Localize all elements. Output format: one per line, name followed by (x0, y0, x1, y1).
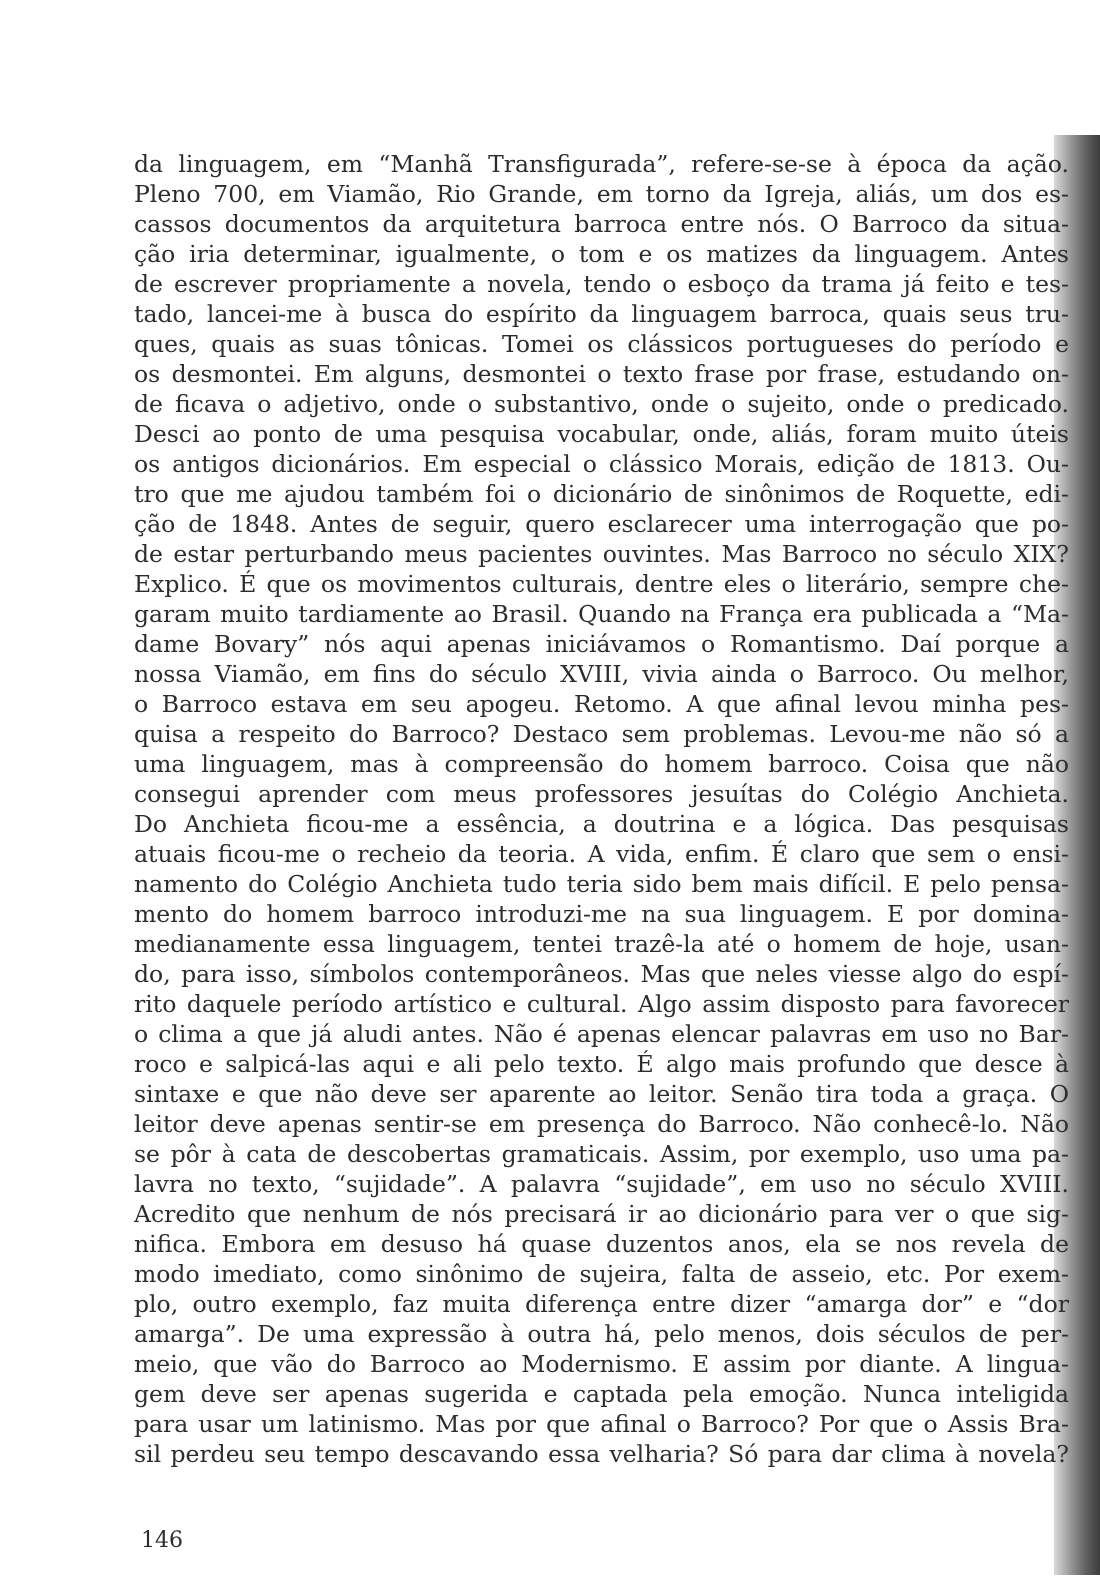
text-line: de estar perturbando meus pacientes ouvintes. Mas Barroco no século XIX? (134, 540, 1069, 568)
text-line: quisa a respeito do Barroco? Destaco sem problemas. Levou-me não só a (134, 720, 1069, 748)
text-line: lavra no texto, “sujidade”. A palavra “sujidade”, em uso no século XVIII. (134, 1170, 1069, 1198)
text-line: tro que me ajudou também foi o dicionário de sinônimos de Roquette, edi- (134, 480, 1069, 508)
text-line: o clima a que já aludi antes. Não é apenas elencar palavras em uso no Bar- (134, 1020, 1069, 1048)
text-line: meio, que vão do Barroco ao Modernismo. E assim por diante. A lingua- (134, 1350, 1069, 1378)
text-line: nossa Viamão, em fins do século XVIII, vivia ainda o Barroco. Ou melhor, (134, 660, 1069, 688)
text-line: Desci ao ponto de uma pesquisa vocabular, onde, aliás, foram muito úteis (134, 420, 1069, 448)
text-line: Pleno 700, em Viamão, Rio Grande, em torno da Igreja, aliás, um dos es- (134, 180, 1069, 208)
text-line: atuais ficou-me o recheio da teoria. A vida, enfim. É claro que sem o ensi- (134, 840, 1069, 868)
text-line: para usar um latinismo. Mas por que afinal o Barroco? Por que o Assis Bra- (134, 1410, 1069, 1438)
text-line: leitor deve apenas sentir-se em presença do Barroco. Não conhecê-lo. Não (134, 1110, 1069, 1138)
text-line: Acredito que nenhum de nós precisará ir ao dicionário para ver o que sig- (134, 1200, 1069, 1228)
text-line: tado, lancei-me à busca do espírito da linguagem barroca, quais seus tru- (134, 300, 1069, 328)
text-line: uma linguagem, mas à compreensão do homem barroco. Coisa que não (134, 750, 1069, 778)
text-line: do, para isso, símbolos contemporâneos. Mas que neles viesse algo do espí- (134, 960, 1069, 988)
text-line: Do Anchieta ficou-me a essência, a doutrina e a lógica. Das pesquisas (134, 810, 1069, 838)
text-line: sil perdeu seu tempo descavando essa velharia? Só para dar clima à novela? (134, 1440, 1069, 1468)
text-line: o Barroco estava em seu apogeu. Retomo. A que afinal levou minha pes- (134, 690, 1069, 718)
text-line: rito daquele período artístico e cultural. Algo assim disposto para favorecer (134, 990, 1069, 1018)
text-line: gem deve ser apenas sugerida e captada pela emoção. Nunca inteligida (134, 1380, 1069, 1408)
text-line: namento do Colégio Anchieta tudo teria sido bem mais difícil. E pelo pensa- (134, 870, 1069, 898)
text-line: da linguagem, em “Manhã Transfigurada”, refere-se-se à época da ação. (134, 150, 1069, 178)
text-line: ção iria determinar, igualmente, o tom e os matizes da linguagem. Antes (134, 240, 1069, 268)
text-line: de escrever propriamente a novela, tendo o esboço da trama já feito e tes- (134, 270, 1069, 298)
text-line: ção de 1848. Antes de seguir, quero esclarecer uma interrogação que po- (134, 510, 1069, 538)
text-line: dame Bovary” nós aqui apenas iniciávamos o Romantismo. Daí porque a (134, 630, 1069, 658)
text-line: garam muito tardiamente ao Brasil. Quando na França era publicada a “Ma- (134, 600, 1069, 628)
page-number: 146 (141, 1528, 183, 1553)
text-line: nifica. Embora em desuso há quase duzentos anos, ela se nos revela de (134, 1230, 1069, 1258)
text-line: roco e salpicá-las aqui e ali pelo texto. É algo mais profundo que desce à (134, 1050, 1069, 1078)
text-line: consegui aprender com meus professores jesuítas do Colégio Anchieta. (134, 780, 1069, 808)
body-text (134, 149, 1069, 1469)
text-line: amarga”. De uma expressão à outra há, pelo menos, dois séculos de per- (134, 1320, 1069, 1348)
text-line: modo imediato, como sinônimo de sujeira, falta de asseio, etc. Por exem- (134, 1260, 1069, 1288)
text-line: se pôr à cata de descobertas gramaticais. Assim, por exemplo, uso uma pa- (134, 1140, 1069, 1168)
text-line: Explico. É que os movimentos culturais, dentre eles o literário, sempre che- (134, 570, 1069, 598)
text-line: mento do homem barroco introduzi-me na sua linguagem. E por domina- (134, 900, 1069, 928)
text-line: os antigos dicionários. Em especial o clássico Morais, edição de 1813. Ou- (134, 450, 1069, 478)
text-line: sintaxe e que não deve ser aparente ao leitor. Senão tira toda a graça. O (134, 1080, 1069, 1108)
text-line: os desmontei. Em alguns, desmontei o texto frase por frase, estudando on- (134, 360, 1069, 388)
text-line: cassos documentos da arquitetura barroca entre nós. O Barroco da situa- (134, 210, 1069, 238)
text-line: plo, outro exemplo, faz muita diferença entre dizer “amarga dor” e “dor (134, 1290, 1069, 1318)
text-line: medianamente essa linguagem, tentei trazê-la até o homem de hoje, usan- (134, 930, 1069, 958)
text-line: ques, quais as suas tônicas. Tomei os clássicos portugueses do período e (134, 330, 1069, 358)
text-line: de ficava o adjetivo, onde o substantivo, onde o sujeito, onde o predicado. (134, 390, 1069, 418)
